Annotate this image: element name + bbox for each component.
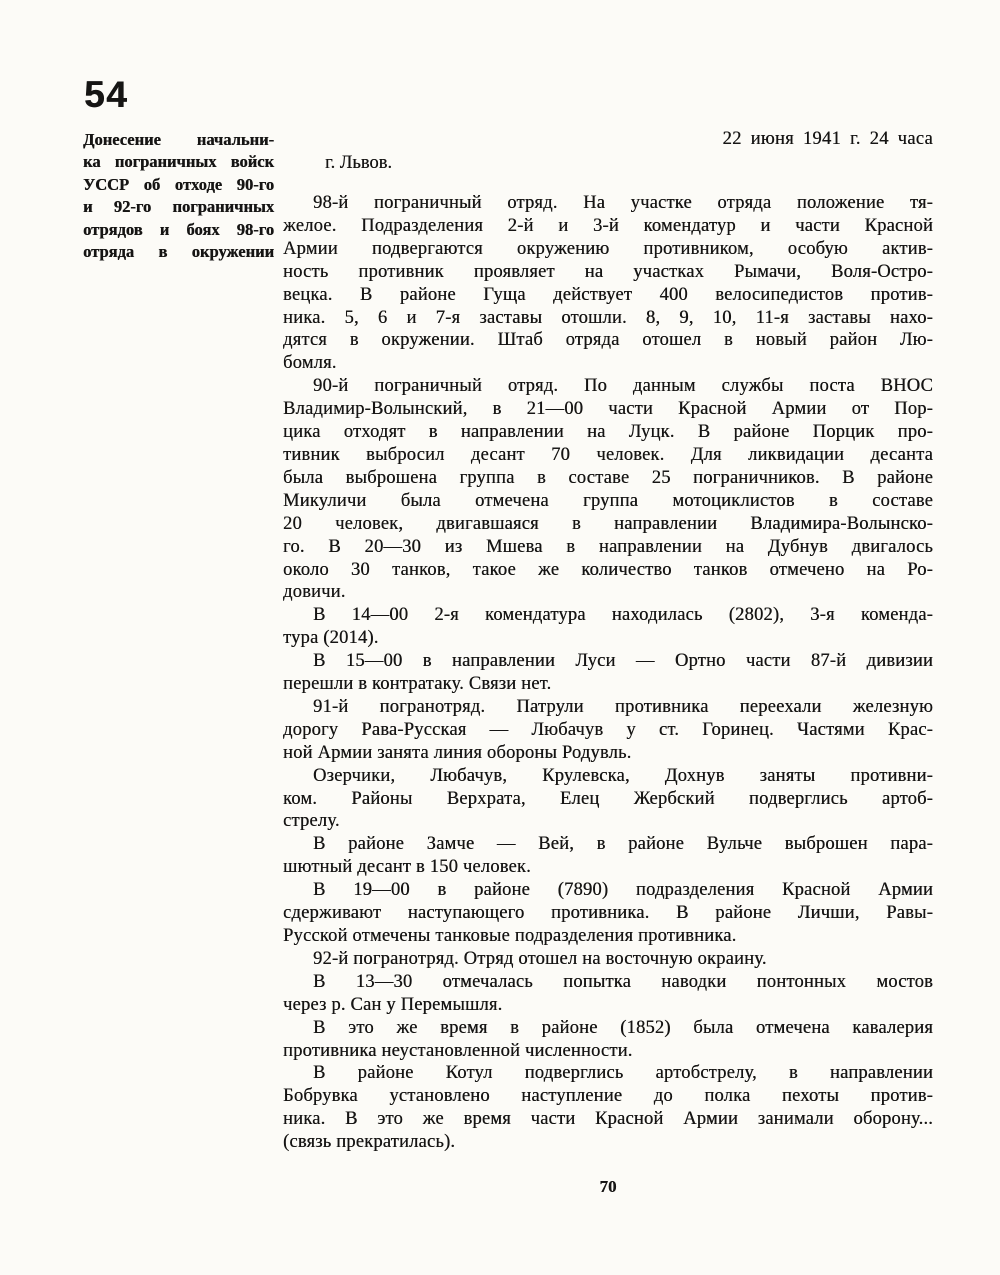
margin-note-line: отряда в окружении [83, 242, 274, 262]
text-line: 98-й пограничный отряд. На участке отряда положение тя- [313, 193, 933, 213]
margin-note-line: и 92-го пограничных [83, 197, 274, 217]
text-line: В районе Замче — Вей, в районе Вульче выброшен пара- [313, 834, 933, 855]
document-body [283, 192, 933, 1154]
text-line: 90-й пограничный отряд. По данным службы поста ВНОС [313, 376, 933, 397]
paragraph [283, 1062, 933, 1154]
margin-note [83, 129, 274, 263]
text-line: В районе Котул подверглись артобстрелу, в направлении [313, 1063, 933, 1084]
paragraph [283, 604, 933, 650]
text-line: В это же время в районе (1852) была отмечена кавалерия [313, 1017, 933, 1038]
text-line: ной Армии занята линия обороны Родувль. [283, 742, 632, 763]
text-line: Бобрувка установлено наступление до полка пехоты против- [283, 1086, 933, 1107]
text-line: В 15—00 в направлении Луси — Ортно части 87-й дивизии [313, 651, 933, 672]
text-line: го. В 20—30 из Мшева в направлении на Дубнув двигалось [283, 536, 933, 557]
text-line: Русской отмечены танковые подразделения противника. [283, 926, 737, 946]
text-line: (связь прекратилась). [283, 1132, 456, 1153]
text-line: была выброшена группа в составе 25 пограничников. В районе [283, 467, 933, 488]
text-line: сдерживают наступающего противника. В районе Личши, Равы- [283, 903, 933, 924]
paragraph [283, 879, 933, 948]
paragraph [283, 1017, 933, 1063]
text-line: через р. Сан у Перемышля. [283, 994, 503, 1015]
text-line: желое. Подразделения 2-й и 3-й комендатур и части Красной [283, 215, 933, 236]
margin-note-line: отрядов и боях 98-го [83, 219, 274, 239]
text-line: 92-й погранотряд. Отряд отошел на восточную окраину. [313, 948, 767, 969]
text-line: тура (2014). [283, 628, 379, 649]
text-line: 20 человек, двигавшаяся в направлении Владимира-Волынско- [283, 513, 933, 534]
text-line: шютный десант в 150 человек. [283, 857, 531, 878]
text-line: ком. Районы Верхрата, Елец Жербский подверглись артоб- [283, 788, 933, 809]
document-number: 54 [84, 74, 129, 115]
text-line: ника. В это же время части Красной Армии занимали оборону... [283, 1109, 933, 1130]
text-line: дятся в окружении. Штаб отряда отошел в новый район Лю- [283, 330, 933, 351]
margin-note-line: Донесение начальни- [83, 130, 274, 149]
text-line: около 30 танков, такое же количество танков отмечено на Ро- [283, 559, 933, 580]
main-column [283, 128, 933, 1154]
text-line: ность противник проявляет на участках Рымачи, Воля-Остро- [283, 261, 933, 282]
paragraph [283, 765, 933, 834]
text-line: В 13—30 отмечалась попытка наводки понтонных мостов [313, 971, 933, 992]
text-line: дорогу Рава-Русская — Любачув у ст. Горинец. Частями Крас- [283, 719, 933, 740]
text-line: довичи. [283, 582, 346, 603]
place-line: г. Львов. [325, 153, 392, 173]
margin-note-line: УССР об отходе 90-го [83, 174, 274, 194]
paragraph [283, 971, 933, 1017]
text-line: цика отходят в направлении на Луцк. В районе Порцик про- [283, 422, 933, 443]
text-line: Микуличи была отмечена группа мотоциклистов в составе [283, 490, 933, 511]
paragraph [283, 650, 933, 696]
page-number: 70 [599, 1177, 617, 1196]
text-line: В 19—00 в районе (7890) подразделения Красной Армии [313, 880, 933, 901]
text-line: перешли в контратаку. Связи нет. [283, 674, 552, 695]
text-line: Владимир-Волынский, в 21—00 части Красной Армии от Пор- [283, 399, 933, 420]
text-line: ника. 5, 6 и 7-я заставы отошли. 8, 9, 10, 11-я заставы нахо- [283, 307, 933, 328]
text-line: Озерчики, Любачув, Крулевска, Дохнув заняты противни- [313, 765, 933, 786]
text-line: 91-й погранотряд. Патрули противника переехали железную [313, 696, 933, 717]
text-line: В 14—00 2-я комендатура находилась (2802), 3-я коменда- [313, 605, 933, 626]
text-line: бомля. [283, 353, 337, 374]
paragraph [283, 833, 933, 879]
text-line: тивник выбросил десант 70 человек. Для ликвидации десанта [283, 444, 933, 465]
text-line: вецка. В районе Гуща действует 400 велосипедистов против- [283, 284, 933, 305]
text-line: противника неустановленной численности. [283, 1040, 633, 1061]
dateline: 22 июня 1941 г. 24 часа [722, 129, 933, 149]
paragraph [283, 192, 933, 375]
paragraph [283, 375, 933, 604]
margin-note-line: ка пограничных войск [83, 152, 274, 172]
text-line: стрелу. [283, 811, 340, 832]
paragraph [283, 696, 933, 765]
text-line: Армии подвергаются окружению противником, особую актив- [283, 238, 933, 259]
paragraph [283, 948, 933, 971]
